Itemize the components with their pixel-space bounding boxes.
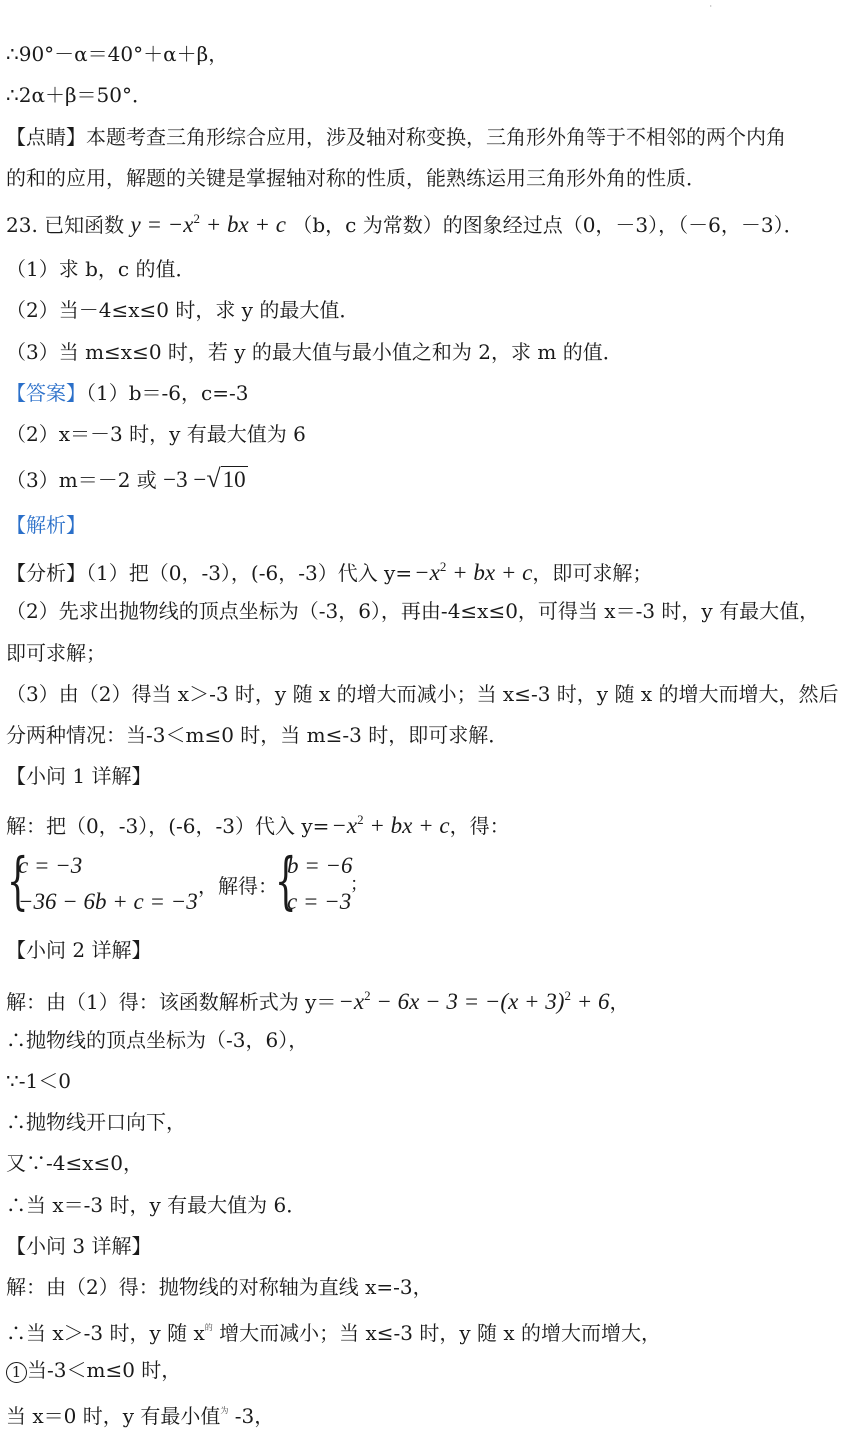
q23-prefix: 23. 已知函数	[6, 213, 125, 237]
text-line: ∴2α＋β＝50°．	[6, 83, 152, 107]
text-line: ∴90°－α＝40°＋α＋β，	[6, 42, 229, 66]
text-line: ∵-1＜0	[6, 1069, 71, 1093]
text-line: 的和的应用，解题的关键是掌握轴对称的性质，能熟练运用三角形外角的性质．	[6, 166, 706, 190]
text-line: ∴当 x＞-3 时，y 随 $x^的$ 增大而减小；当 x≤-3 时，y 随 x 的增大而增大，	[6, 1321, 662, 1345]
text-line: （3）由（2）得当 x＞-3 时，y 随 x 的增大而减小；当 x≤-3 时，y 随 x 的增大而增大，然后	[6, 682, 839, 706]
text-line: 又∵-4≤x≤0，	[6, 1151, 144, 1175]
text-line: （2）当－4≤x≤0 时，求 y 的最大值．	[6, 298, 360, 322]
answer-label: 【答案】	[6, 381, 86, 405]
answer-line: 【答案】（1）b＝-6，c=-3	[6, 381, 249, 405]
text-line: 即可求解；	[6, 641, 106, 665]
text-line: ∴抛物线的顶点坐标为（-3，6），	[6, 1028, 309, 1052]
analysis-1: 【分析】（1）把（0，-3），(-6，-3）代入 $y=-x^2$ + bx + c，即可求解；	[6, 559, 653, 585]
section-heading: 【小问 1 详解】	[6, 764, 152, 788]
solution-2: 解：由（1）得：该函数解析式为 $y=-x^2 - 6x - 3 = -(x + 3)^2 + 6$，	[6, 988, 630, 1014]
section-heading: 【小问 2 详解】	[6, 938, 152, 962]
answer-3: （3）m＝－2 或 −3 −√10	[6, 464, 246, 493]
solve-label: ，解得：	[198, 874, 278, 898]
text-line: （2）先求出抛物线的顶点坐标为（-3，6），再由-4≤x≤0，可得当 x＝-3 时，y 有最大值，	[6, 599, 820, 623]
circled-number: 1	[6, 1362, 27, 1383]
corner-mark: ·	[709, 2, 712, 11]
case-1: 1 当-3＜m≤0 时，	[6, 1357, 181, 1383]
analysis-label: 【解析】	[6, 513, 86, 537]
text-line: 当 x＝0 时，y 有最小值$^为$ -3，	[6, 1404, 275, 1428]
text-line: （2）x＝－3 时，y 有最大值为 6	[6, 422, 306, 446]
function-expression: $y = -x^2$ + bx + c	[130, 211, 286, 237]
question-23	[6, 206, 804, 238]
text-line: 【点睛】本题考查三角形综合应用，涉及轴对称变换，三角形外角等于不相邻的两个内角	[6, 125, 786, 149]
text-line: （1）求 b，c 的值．	[6, 257, 196, 281]
text-line: （3）当 m≤x≤0 时，若 y 的最大值与最小值之和为 2，求 m 的值．	[6, 340, 623, 364]
q23-suffix: （b，c 为常数）的图象经过点（0，－3），（－6，－3）．	[292, 213, 804, 237]
text-line: ∴抛物线开口向下，	[6, 1110, 186, 1134]
text-line: 解：由（2）得：抛物线的对称轴为直线 x=-3，	[6, 1275, 433, 1299]
section-heading: 【小问 3 详解】	[6, 1234, 152, 1258]
solution-1: 解：把（0，-3），(-6，-3）代入 $y=-x^2$ + bx + c，得：	[6, 812, 510, 838]
text-line: 分两种情况：当-3＜m≤0 时，当 m≤-3 时，即可求解．	[6, 723, 509, 747]
text-line: ∴当 x＝-3 时，y 有最大值为 6．	[6, 1193, 307, 1217]
answer-3-expression: −3 −√10	[163, 464, 246, 493]
